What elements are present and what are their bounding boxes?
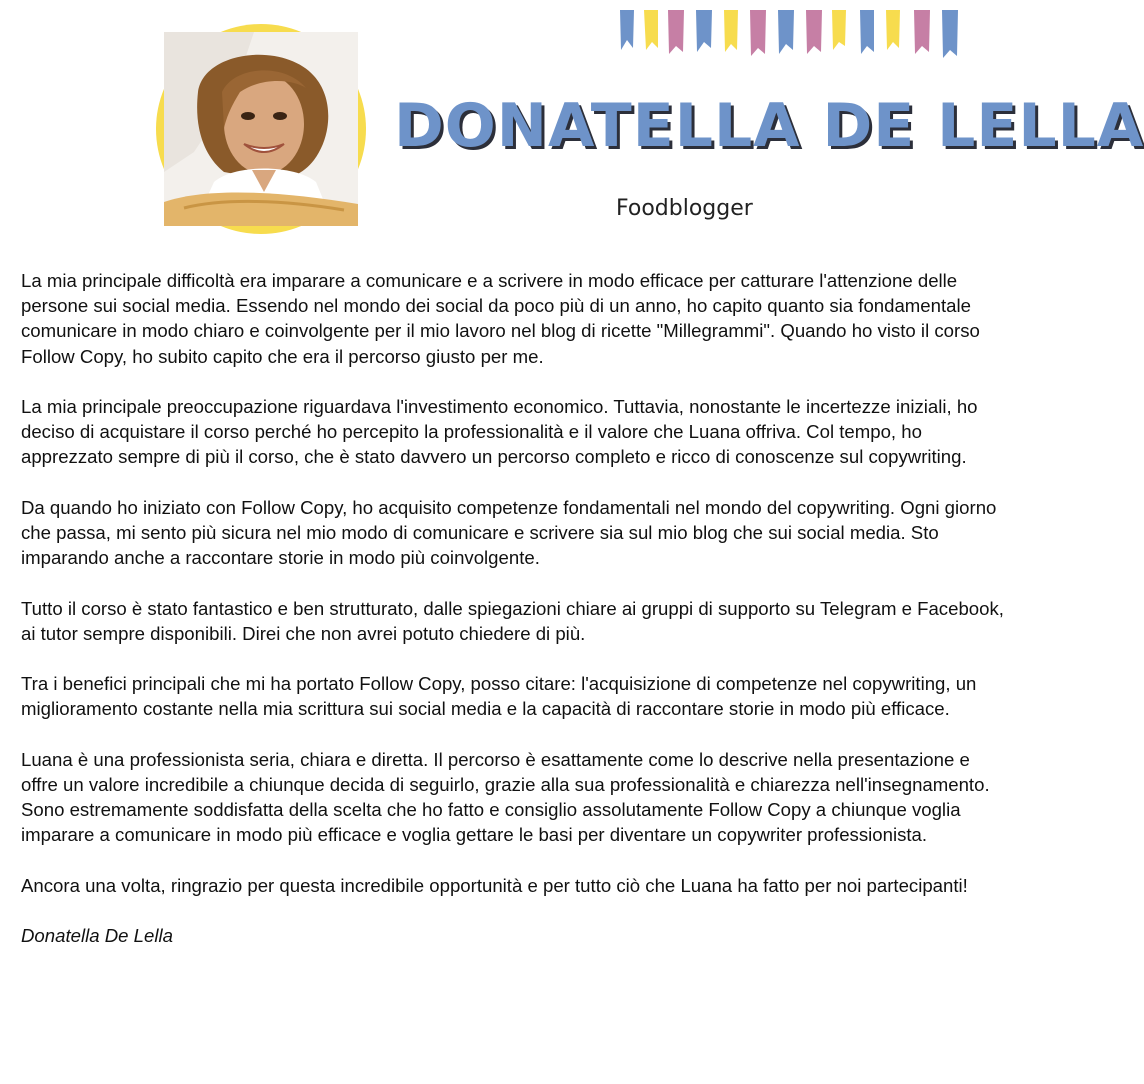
testimonial-paragraph: Luana è una professionista seria, chiara e diretta. Il percorso è esattamente come lo descrive nella presentazione e offre un valore incredibile a chiunque decida di seguirlo, grazie alla sua professionalità e chiarezza nell'insegnamento.	[21, 748, 990, 795]
testimonial-paragraph: La mia principale difficoltà era imparare a comunicare e a scrivere in modo efficace per catturare l'attenzione delle persone sui social media. Essendo nel mondo dei social da poco più di un anno, ho capito quanto sia fondamentale comunicare in modo chiaro e coinvolgente per il mio lavoro nel blog di ricette "Millegrammi". Quando ho visto il corso Follow Copy, ho subito capito che era il percorso giusto per me.	[21, 270, 980, 367]
testimonial-header	[0, 0, 1144, 250]
testimonial-paragraph: Sono estremamente soddisfatta della scelta che ho fatto e consiglio assolutamente Follow Copy a chiunque voglia imparare a comunicare in modo più efficace e voglia gettare le basi per diventare un copywriter professionista.	[21, 799, 961, 846]
testimonial-paragraph: Tutto il corso è stato fantastico e ben strutturato, dalle spiegazioni chiare ai gruppi di supporto su Telegram e Facebook, ai tutor sempre disponibili. Direi che non avrei potuto chiedere di più.	[21, 597, 1004, 644]
testimonial-paragraph: Ancora una volta, ringrazio per questa incredibile opportunità e per tutto ciò che Luana ha fatto per noi partecipanti!	[21, 874, 968, 896]
testimonial-paragraph: Tra i benefici principali che mi ha portato Follow Copy, posso citare: l'acquisizione di competenze nel copywriting, un miglioramento costante nella mia scrittura sui social media e la capacità di raccontare storie in modo più efficace.	[21, 673, 977, 720]
testimonial-body	[21, 268, 1011, 974]
banner-role: Foodblogger	[616, 196, 753, 221]
avatar-portrait-image	[164, 32, 358, 226]
signature: Donatella De Lella	[21, 925, 173, 947]
banner-name: DONATELLA DE LELLA	[394, 91, 1144, 161]
bunting-decoration	[616, 8, 966, 60]
avatar	[164, 32, 358, 226]
testimonial-paragraph: Da quando ho iniziato con Follow Copy, ho acquisito competenze fondamentali nel mondo del copywriting. Ogni giorno che passa, mi sento più sicura nel mio modo di comunicare e scrivere sia sul mio blog che sui social media. Sto imparando anche a raccontare storie in modo più coinvolgente.	[21, 496, 997, 569]
testimonial-paragraph: La mia principale preoccupazione riguardava l'investimento economico. Tuttavia, nonostante le incertezze iniziali, ho deciso di acquistare il corso perché ho percepito la professionalità e il valore che Luana offriva. Col tempo, ho apprezzato sempre di più il corso, che è stato davvero un percorso completo e ricco di conoscenze sul copywriting.	[21, 396, 978, 468]
avatar-frame	[156, 24, 366, 234]
